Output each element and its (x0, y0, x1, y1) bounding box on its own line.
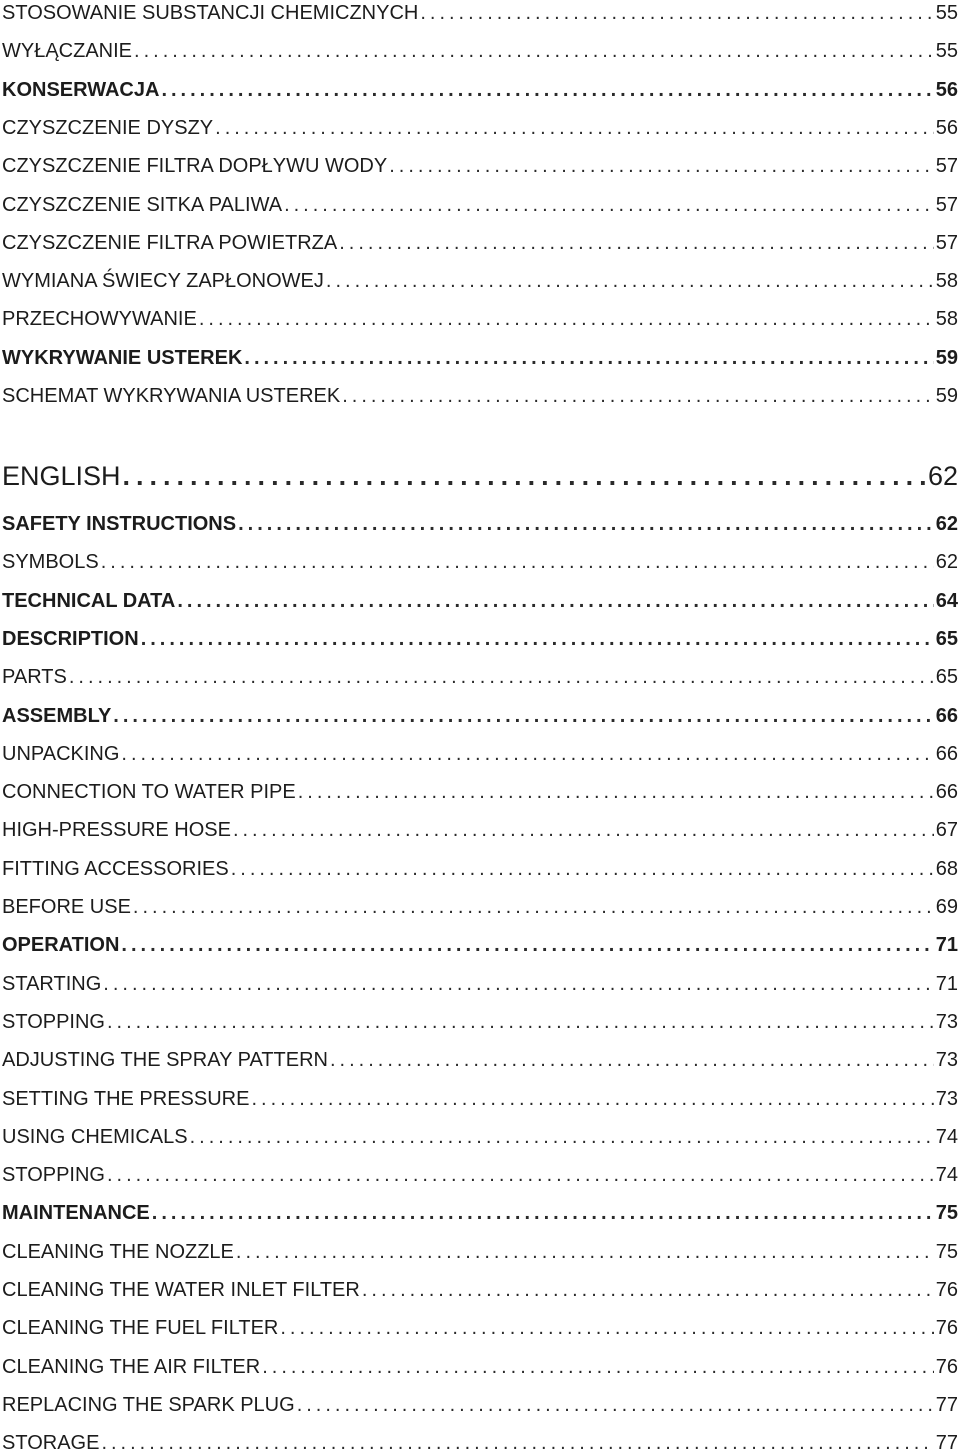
toc-entry[interactable] (2, 971, 958, 997)
toc-leader-dots (134, 38, 934, 64)
toc-entry-title: REPLACING THE SPARK PLUG (2, 1393, 295, 1416)
toc-entry-title: CLEANING THE FUEL FILTER (2, 1317, 279, 1340)
toc-entry-page: 66 (935, 704, 958, 727)
toc-entry-title: OPERATION (2, 934, 120, 957)
toc-leader-dots (298, 779, 934, 805)
toc-entry-page: 73 (935, 1049, 958, 1072)
toc-entry-page: 77 (935, 1393, 958, 1416)
toc-leader-dots (362, 1277, 934, 1303)
toc-entry[interactable] (2, 741, 958, 767)
toc-entry-page: 66 (935, 781, 958, 804)
toc-leader-dots (161, 77, 933, 103)
toc-entry-page: 56 (935, 116, 958, 139)
toc-entry-title: BEFORE USE (2, 896, 131, 918)
toc-entry-title: STOPPING (2, 1010, 105, 1033)
toc-entry[interactable] (2, 77, 958, 103)
toc-entry[interactable] (2, 1047, 958, 1073)
toc-entry-title: STOSOWANIE SUBSTANCJI CHEMICZNYCH (2, 2, 419, 24)
toc-entry-title: KONSERWACJA (2, 78, 160, 101)
toc-leader-dots (262, 1354, 934, 1380)
toc-entry-page: 67 (935, 819, 958, 842)
toc-entry[interactable] (2, 664, 958, 690)
toc-entry[interactable] (2, 856, 958, 882)
toc-entry-page: 66 (935, 742, 958, 765)
toc-entry[interactable] (2, 1430, 958, 1456)
toc-leader-dots (113, 703, 933, 729)
toc-entry-page: 55 (935, 40, 958, 63)
toc-entry-title: ASSEMBLY (2, 704, 112, 727)
toc-entry-page: 65 (935, 627, 958, 650)
toc-heading-english[interactable] (2, 460, 958, 492)
toc-leader-dots (190, 1124, 934, 1150)
toc-entry[interactable] (2, 1086, 958, 1112)
toc-leader-dots (199, 306, 934, 332)
toc-leader-dots (330, 1047, 934, 1073)
toc-entry-title: TECHNICAL DATA (2, 589, 176, 612)
toc-entry-page: 75 (935, 1202, 958, 1225)
toc-leader-dots (69, 664, 934, 690)
toc-entry-page: 76 (935, 1317, 958, 1340)
toc-entry-title: SAFETY INSTRUCTIONS (2, 513, 237, 535)
toc-leader-dots (101, 549, 934, 575)
toc-entry[interactable] (2, 192, 958, 218)
toc-leader-dots (133, 894, 934, 920)
toc-leader-dots (238, 511, 934, 537)
toc-entry-title: CZYSZCZENIE SITKA PALIWA (2, 193, 283, 216)
toc-entry-title: UNPACKING (2, 742, 120, 765)
toc-leader-dots (297, 1392, 934, 1418)
toc-entry[interactable] (2, 268, 958, 294)
toc-leader-dots (121, 932, 933, 958)
toc-entry-title: MAINTENANCE (2, 1202, 150, 1225)
toc-leader-dots (215, 115, 934, 141)
toc-entry-title: STOPPING (2, 1164, 105, 1187)
toc-leader-dots (107, 1009, 934, 1035)
toc-entry[interactable] (2, 115, 958, 141)
toc-entry-title: HIGH-PRESSURE HOSE (2, 819, 231, 842)
toc-entry-page: 74 (935, 1125, 958, 1148)
toc-entry-title: SETTING THE PRESSURE (2, 1087, 250, 1110)
toc-entry[interactable] (2, 894, 958, 920)
toc-entry-page: 73 (935, 1010, 958, 1033)
toc-entry[interactable] (2, 230, 958, 256)
toc-leader-dots (101, 1430, 933, 1456)
toc-entry-title: PARTS (2, 666, 67, 689)
toc-entry[interactable] (2, 1162, 958, 1188)
toc-entry-title: WYMIANA ŚWIECY ZAPŁONOWEJ (2, 270, 324, 293)
toc-entry[interactable] (2, 703, 958, 729)
toc-entry[interactable] (2, 345, 958, 371)
toc-entry[interactable] (2, 1239, 958, 1265)
toc-entry-title: CLEANING THE WATER INLET FILTER (2, 1279, 360, 1301)
toc-entry-page: 62 (935, 513, 958, 535)
toc-entry-page: 58 (935, 270, 958, 293)
toc-leader-dots (389, 153, 934, 179)
toc-heading-title: ENGLISH (2, 461, 121, 491)
toc-entry-page: 71 (935, 934, 958, 957)
toc-entry-page: 76 (935, 1355, 958, 1378)
toc-entry-page: 59 (935, 385, 958, 407)
toc-leader-dots (231, 856, 934, 882)
toc-leader-dots (284, 192, 934, 218)
toc-entry[interactable] (2, 306, 958, 332)
toc-entry-page: 65 (935, 666, 958, 689)
toc-leader-dots (420, 0, 933, 26)
toc-entry-page: 58 (935, 308, 958, 331)
toc-entry-title: CZYSZCZENIE FILTRA DOPŁYWU WODY (2, 155, 388, 178)
toc-entry-title: FITTING ACCESSORIES (2, 857, 229, 880)
toc-entry[interactable] (2, 779, 958, 805)
toc-leader-dots (233, 817, 934, 843)
toc-entry-title: USING CHEMICALS (2, 1125, 188, 1148)
toc-entry[interactable] (2, 0, 958, 26)
toc-leader-dots (251, 1086, 933, 1112)
toc-leader-dots (236, 1239, 934, 1265)
toc-entry-title: WYKRYWANIE USTEREK (2, 346, 243, 369)
toc-entry[interactable] (2, 38, 958, 64)
toc-leader-dots (103, 971, 933, 997)
toc-entry[interactable] (2, 817, 958, 843)
toc-leader-dots (326, 268, 934, 294)
toc-entry-title: CLEANING THE NOZZLE (2, 1240, 234, 1263)
toc-entry[interactable] (2, 932, 958, 958)
toc-leader-dots (342, 383, 934, 409)
toc-entry-page: 73 (935, 1087, 958, 1110)
toc-entry-page: 57 (935, 231, 958, 254)
toc-entry[interactable] (2, 1009, 958, 1035)
toc-entry-page: 57 (935, 155, 958, 178)
toc-entry-title: PRZECHOWYWANIE (2, 308, 197, 331)
toc-entry[interactable] (2, 1392, 958, 1418)
toc-entry-title: SCHEMAT WYKRYWANIA USTEREK (2, 385, 341, 407)
toc-entry-title: DESCRIPTION (2, 627, 139, 650)
toc-entry[interactable] (2, 1200, 958, 1226)
toc-entry[interactable] (2, 153, 958, 179)
toc-entry[interactable] (2, 1124, 958, 1150)
toc-entry-title: STARTING (2, 972, 102, 995)
toc-entry-page: 62 (935, 551, 958, 574)
toc-entry[interactable] (2, 383, 958, 409)
toc-leader-dots (244, 345, 933, 371)
toc-entry-title: CLEANING THE AIR FILTER (2, 1355, 261, 1378)
toc-entry-page: 76 (935, 1279, 958, 1301)
toc-leader-dots (121, 741, 933, 767)
toc-entry-page: 55 (935, 2, 958, 24)
toc-entry-title: ADJUSTING THE SPRAY PATTERN (2, 1049, 328, 1072)
toc-entry-page: 69 (935, 896, 958, 918)
toc-leader-dots (152, 1200, 934, 1226)
toc-entry-title: CONNECTION TO WATER PIPE (2, 781, 296, 804)
toc-entry[interactable] (2, 511, 958, 537)
toc-entry[interactable] (2, 626, 958, 652)
toc-entry[interactable] (2, 588, 958, 614)
toc-entry-page: 74 (935, 1164, 958, 1187)
toc-leader-dots (123, 460, 926, 492)
toc-leader-dots (107, 1162, 934, 1188)
toc-leader-dots (141, 626, 934, 652)
toc-entry-title: CZYSZCZENIE DYSZY (2, 116, 214, 139)
toc-leader-dots (339, 230, 934, 256)
toc-entry-page: 57 (935, 193, 958, 216)
toc-leader-dots (177, 588, 933, 614)
toc-entry[interactable] (2, 1277, 958, 1303)
toc-entry-page: 71 (935, 972, 958, 995)
toc-entry-page: 77 (935, 1432, 958, 1455)
toc-entry-title: WYŁĄCZANIE (2, 40, 133, 63)
toc-entry-page: 75 (935, 1240, 958, 1263)
toc-entry-page: 68 (935, 857, 958, 880)
toc-entry-title: STORAGE (2, 1432, 100, 1455)
toc-entry-page: 59 (935, 346, 958, 369)
toc-entry[interactable] (2, 549, 958, 575)
toc-leader-dots (280, 1315, 933, 1341)
toc-entry[interactable] (2, 1354, 958, 1380)
toc-entry-page: 56 (935, 78, 958, 101)
toc-entry-page: 64 (935, 589, 958, 612)
toc-entry-title: SYMBOLS (2, 551, 99, 574)
toc-entry[interactable] (2, 1315, 958, 1341)
toc-heading-page: 62 (927, 461, 958, 491)
toc-entry-title: CZYSZCZENIE FILTRA POWIETRZA (2, 231, 338, 254)
